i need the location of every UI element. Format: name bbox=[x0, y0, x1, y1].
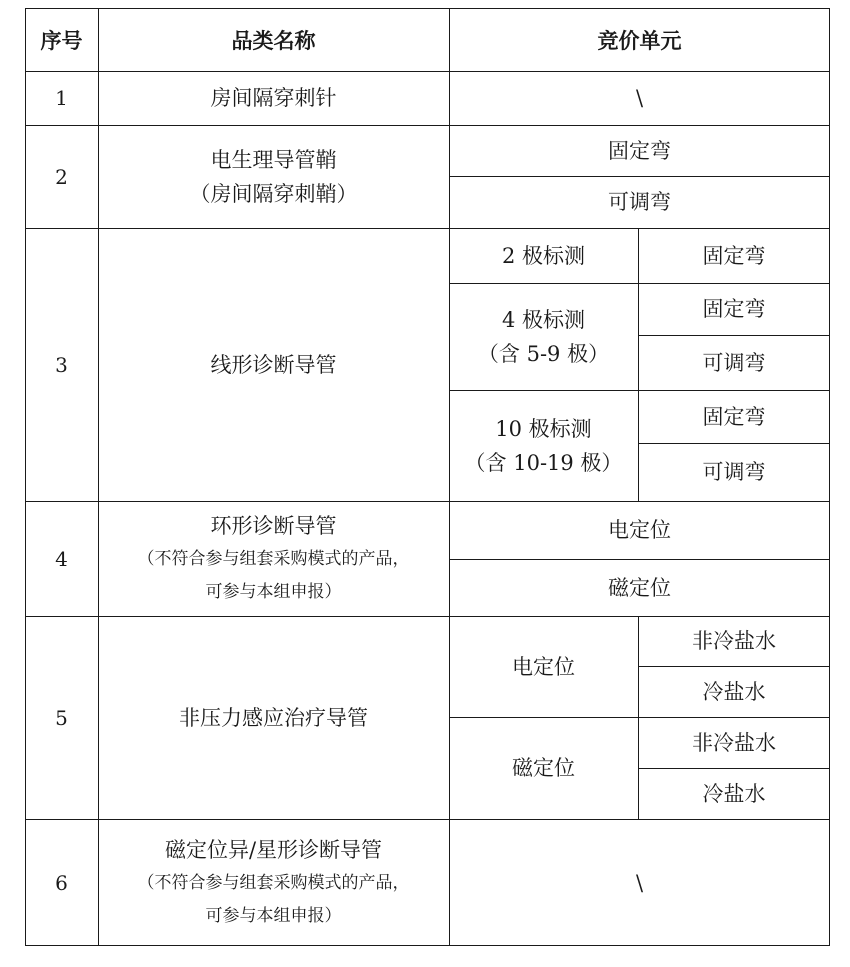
group-label: 4 极标测 bbox=[501, 307, 586, 332]
category-name-stack bbox=[138, 509, 410, 609]
unit-cell: 非冷盐水 bbox=[692, 730, 776, 755]
category-name: 线形诊断导管 bbox=[210, 352, 337, 377]
header-index: 序号 bbox=[40, 28, 83, 53]
unit-cell: 非冷盐水 bbox=[692, 629, 776, 653]
unit-cell: 可调弯 bbox=[608, 190, 671, 214]
unit-cell: 固定弯 bbox=[702, 297, 766, 321]
row-index: 4 bbox=[55, 546, 68, 571]
group-label-stack bbox=[478, 303, 609, 371]
category-name-stack bbox=[190, 143, 358, 211]
group-label-sub: （含 5-9 极） bbox=[477, 341, 610, 366]
group-label: 磁定位 bbox=[512, 756, 575, 780]
group-label: 电定位 bbox=[512, 654, 575, 679]
unit-cell: 冷盐水 bbox=[702, 781, 766, 806]
category-note: 可参与本组申报） bbox=[205, 581, 342, 602]
category-note: 可参与本组申报） bbox=[205, 905, 342, 926]
unit-cell: 冷盐水 bbox=[702, 679, 766, 704]
header-category: 品类名称 bbox=[231, 28, 316, 53]
group-label-cell bbox=[449, 283, 638, 390]
row-index: 6 bbox=[55, 870, 68, 895]
unit-cell: 固定弯 bbox=[702, 404, 766, 429]
unit-cell: \ bbox=[635, 86, 644, 110]
unit-cell: 可调弯 bbox=[702, 460, 766, 484]
unit-cell: 固定弯 bbox=[702, 243, 766, 268]
header-unit: 竞价单元 bbox=[597, 28, 682, 53]
row-index: 2 bbox=[55, 164, 68, 189]
row-index: 5 bbox=[55, 705, 68, 730]
category-name: 环形诊断导管 bbox=[210, 513, 337, 538]
group-label-cell bbox=[449, 390, 638, 501]
unit-cell: 可调弯 bbox=[702, 350, 766, 375]
unit-cell: \ bbox=[635, 870, 644, 895]
category-name-cell bbox=[98, 501, 449, 616]
unit-cell: 电定位 bbox=[608, 518, 671, 542]
category-name: 电生理导管鞘 bbox=[210, 147, 337, 172]
row-index: 1 bbox=[55, 86, 68, 110]
category-name: 磁定位异/星形诊断导管 bbox=[164, 837, 383, 862]
category-name-cell bbox=[98, 125, 449, 228]
category-table bbox=[25, 8, 830, 946]
category-note: （不符合参与组套采购模式的产品， bbox=[137, 872, 410, 893]
category-note: （不符合参与组套采购模式的产品， bbox=[137, 548, 410, 569]
row-index: 3 bbox=[55, 352, 68, 377]
category-name-sub: （房间隔穿刺鞘） bbox=[189, 181, 358, 206]
unit-cell: 磁定位 bbox=[608, 575, 671, 600]
category-name-cell bbox=[98, 819, 449, 946]
unit-cell: 固定弯 bbox=[608, 138, 671, 163]
category-name-stack bbox=[138, 833, 410, 933]
category-name: 房间隔穿刺针 bbox=[210, 86, 337, 110]
group-label: 2 极标测 bbox=[501, 243, 586, 268]
group-label-sub: （含 10-19 极） bbox=[464, 450, 623, 475]
group-label-stack bbox=[465, 412, 623, 480]
group-label: 10 极标测 bbox=[495, 416, 592, 441]
category-name: 非压力感应治疗导管 bbox=[179, 705, 368, 730]
